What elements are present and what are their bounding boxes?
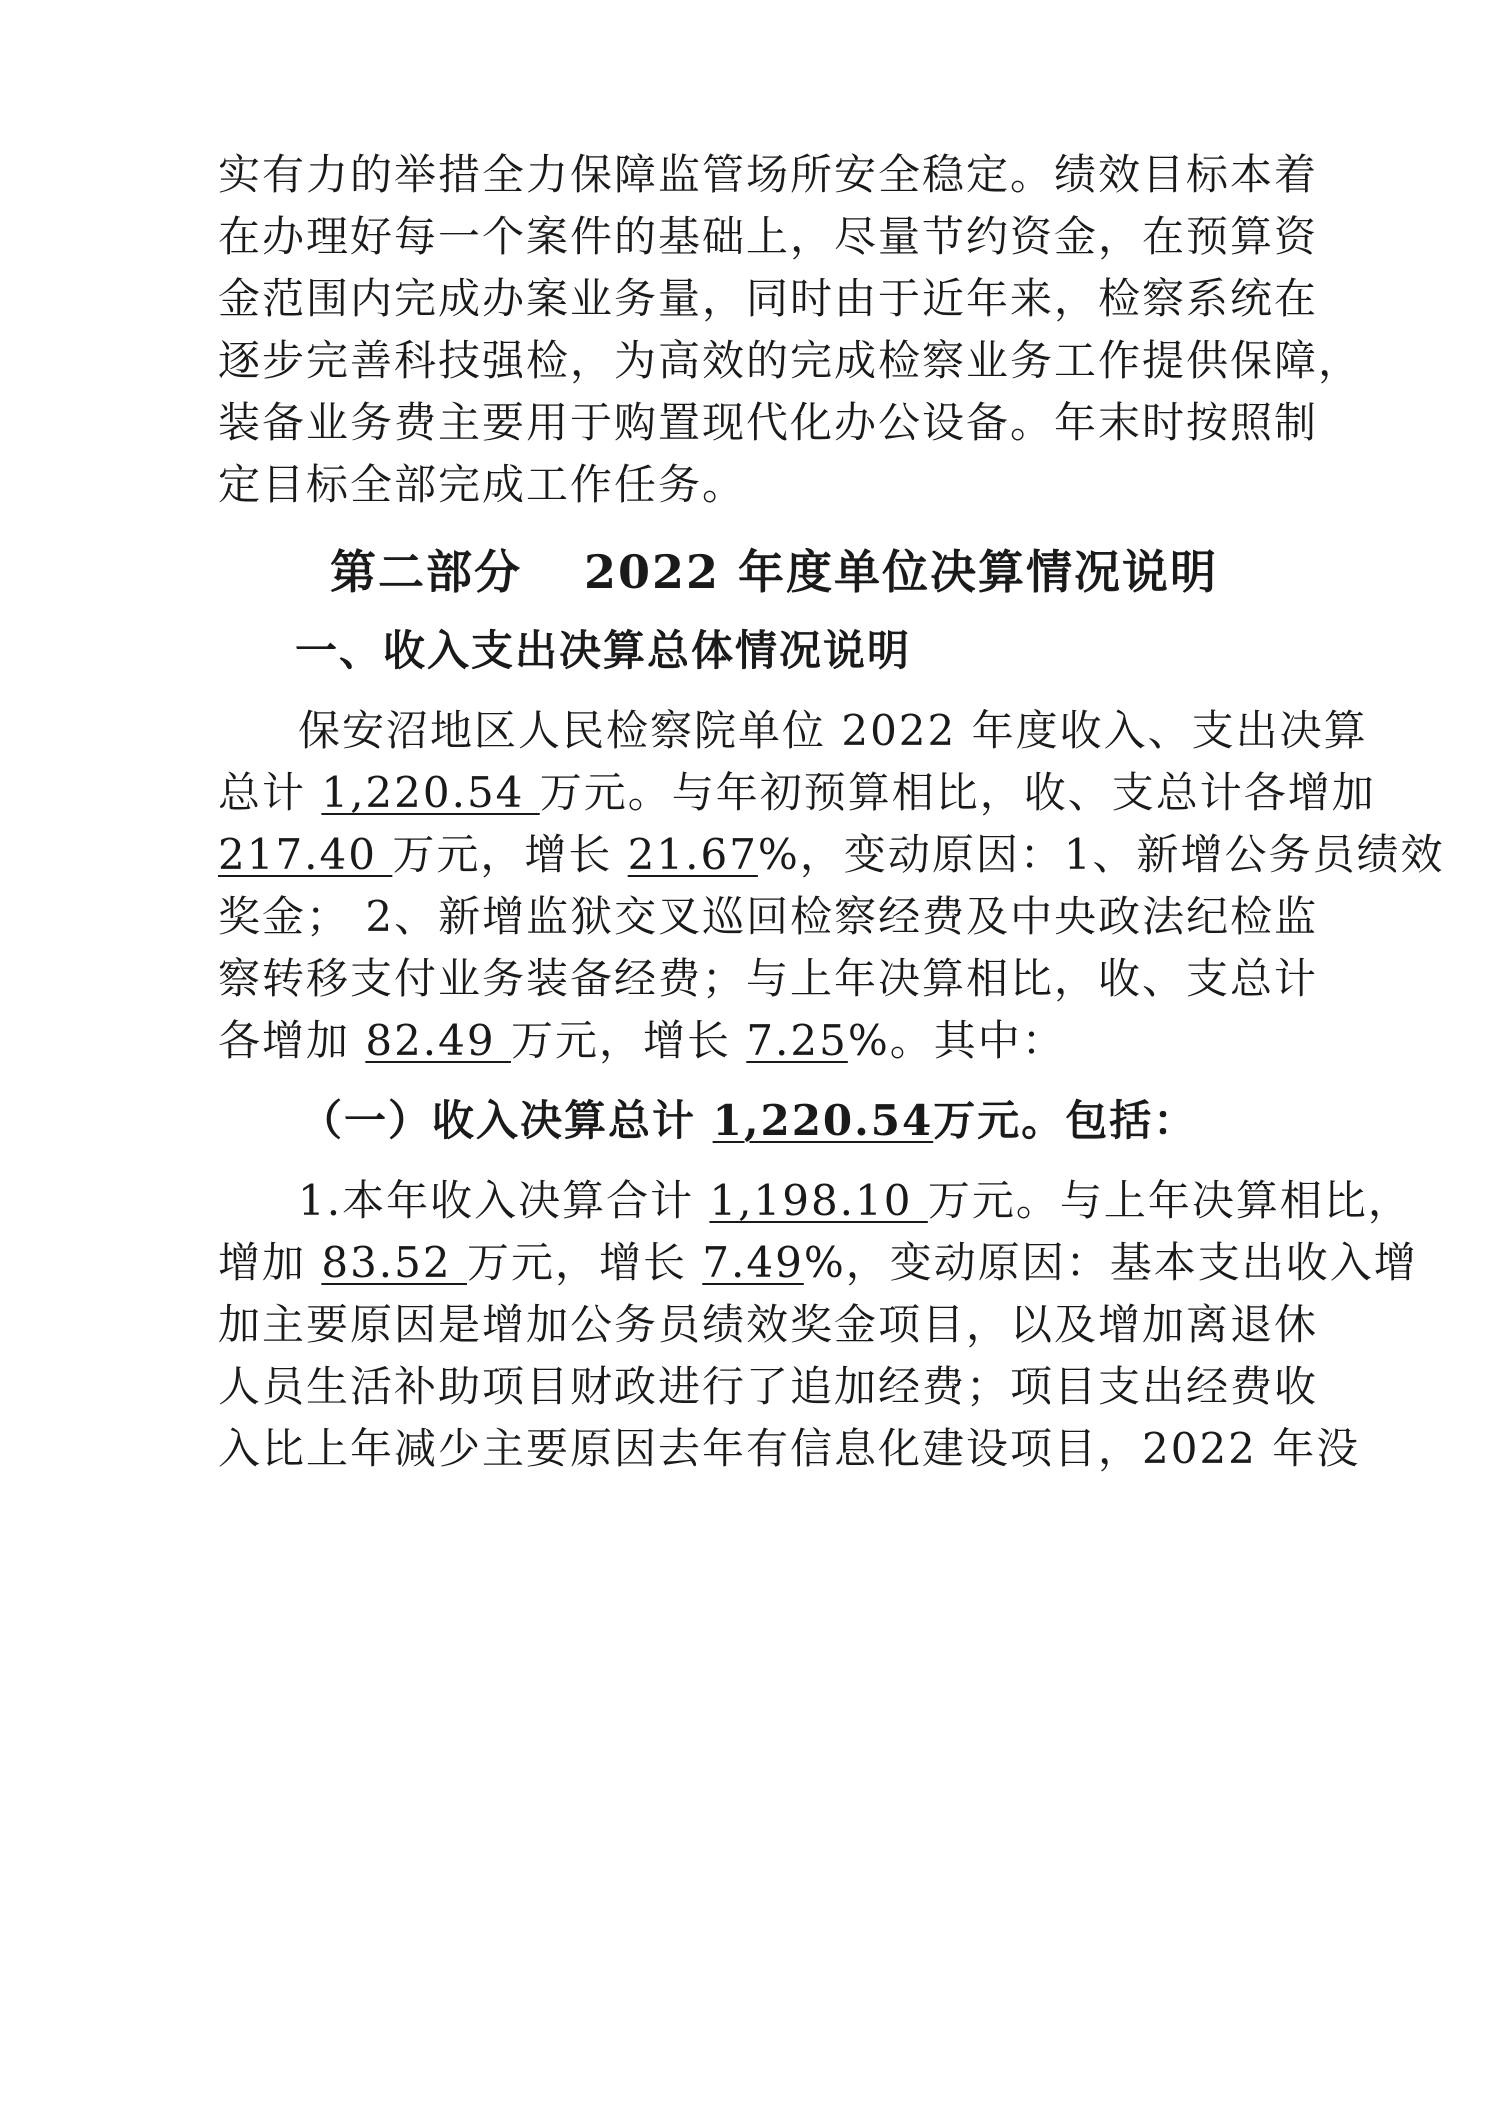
income-total: 1,198.10 [709, 1176, 928, 1225]
paragraph-2-line-1: 保安沼地区人民检察院单位 2022 年度收入、支出决算 [298, 706, 1368, 755]
paragraph-2-line-2: 总计 1,220.54 万元。与年初预算相比，收、支总计各增加 [218, 768, 1376, 817]
income-increase: 83.52 [321, 1238, 467, 1287]
increase-vs-budget: 217.40 [218, 830, 393, 879]
paragraph-3-line-5: 入比上年减少主要原因去年有信息化建设项目，2022 年没 [218, 1424, 1361, 1473]
paragraph-3-line-3: 加主要原因是增加公务员绩效奖金项目，以及增加离退休 [218, 1300, 1319, 1349]
growth-vs-budget: 21.67 [627, 830, 758, 879]
income-growth: 7.49 [702, 1238, 804, 1287]
paragraph-1-line-5: 装备业务费主要用于购置现代化办公设备。年末时按照制 [218, 398, 1319, 447]
increase-vs-last-year: 82.49 [365, 1016, 511, 1065]
paragraph-2-line-6: 各增加 82.49 万元，增长 7.25%。其中： [218, 1016, 1066, 1065]
subsection-amount: 1,220.54 [712, 1096, 934, 1145]
paragraph-1-line-2: 在办理好每一个案件的基础上，尽量节约资金，在预算资 [218, 212, 1319, 261]
total-amount: 1,220.54 [321, 768, 540, 817]
paragraph-3-line-2: 增加 83.52 万元，增长 7.49%，变动原因：基本支出收入增 [218, 1238, 1418, 1287]
paragraph-1-line-6: 定目标全部完成工作任务。 [218, 460, 747, 509]
paragraph-1-line-1: 实有力的举措全力保障监管场所安全稳定。绩效目标本着 [218, 150, 1319, 199]
paragraph-2-line-5: 察转移支付业务装备经费；与上年决算相比，收、支总计 [218, 954, 1319, 1003]
subsection-heading: （一）收入决算总计 1,220.54万元。包括： [300, 1096, 1198, 1145]
paragraph-3-line-1: 1.本年收入决算合计 1,198.10 万元。与上年决算相比， [298, 1176, 1412, 1225]
part-title-text: 2022 年度单位决算情况说明 [584, 545, 1219, 599]
paragraph-3-line-4: 人员生活补助项目财政进行了追加经费；项目支出经费收 [218, 1362, 1319, 1411]
part-title [330, 545, 1218, 599]
part-label: 第二部分 [330, 545, 522, 599]
paragraph-2-line-4: 奖金； 2、新增监狱交叉巡回检察经费及中央政法纪检监 [218, 892, 1319, 941]
growth-vs-last-year: 7.25 [746, 1016, 848, 1065]
paragraph-1-line-4: 逐步完善科技强检，为高效的完成检察业务工作提供保障， [218, 336, 1363, 385]
section-heading: 一、收入支出决算总体情况说明 [295, 626, 912, 675]
paragraph-1-line-3: 金范围内完成办案业务量，同时由于近年来，检察系统在 [218, 274, 1319, 323]
paragraph-2-line-3: 217.40 万元，增长 21.67%，变动原因：1、新增公务员绩效 [218, 830, 1445, 879]
